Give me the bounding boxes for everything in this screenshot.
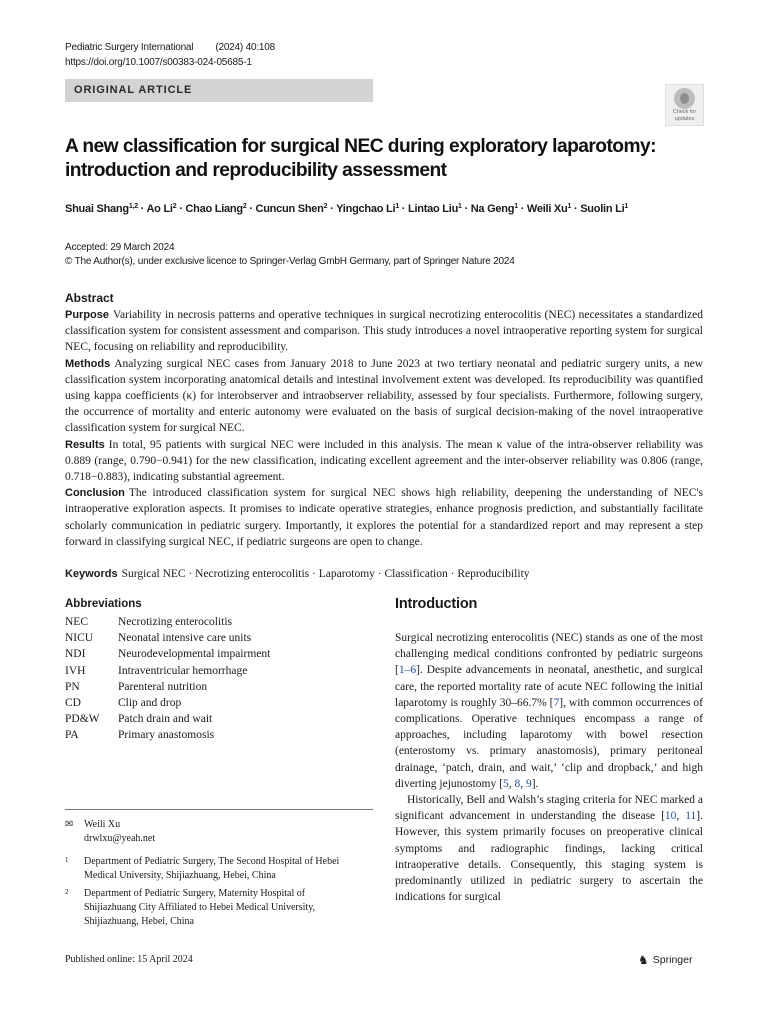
springer-horse-icon: ♞: [638, 953, 649, 967]
introduction-body: [395, 630, 703, 905]
published-date: Published online: 15 April 2024: [65, 954, 193, 965]
correspondence: [65, 818, 155, 846]
badge-line-1: Check for: [672, 109, 697, 115]
author-name[interactable]: Chao Liang$^2$: [185, 203, 247, 215]
author-name[interactable]: Yingchao Li$^1$: [336, 203, 399, 215]
author-name[interactable]: Lintao Liu$^1$: [408, 203, 462, 215]
abbreviation-row: PD&W Patch drain and wait: [65, 713, 213, 726]
introduction-heading: Introduction: [395, 596, 478, 612]
journal-name: Pediatric Surgery International: [65, 42, 194, 53]
citation-link[interactable]: 7: [553, 696, 560, 709]
citation-link[interactable]: 1–6: [398, 664, 417, 677]
article-type-label: ORIGINAL ARTICLE: [74, 84, 193, 96]
citation-link[interactable]: 11: [685, 810, 697, 823]
abbreviation-row: NDI Neurodevelopmental impairment: [65, 648, 271, 661]
publisher-name: Springer: [652, 954, 693, 966]
footnote-divider: [65, 809, 373, 810]
author-name[interactable]: Ao Li$^2$: [146, 203, 177, 215]
author-name[interactable]: Weili Xu$^1$: [526, 203, 572, 215]
author-name[interactable]: Na Geng$^1$: [470, 203, 518, 215]
article-title: A new classification for surgical NEC during exploratory laparotomy: introduction and reproducibility assessment: [65, 136, 656, 181]
abstract-purpose: Purpose Variability in necrosis patterns and operative techniques in surgical necrotizing enterocolitis (NEC) necessitates a standardized classification system for consistent assessment and comparison. This study introduces a novel intraoperative reporting system for surgical NEC, focusing on reliability and reproducibility.: [65, 309, 703, 354]
abbreviations-heading: Abbreviations: [65, 598, 142, 610]
accepted-date: Accepted: 29 March 2024: [65, 242, 175, 253]
author-list: Shuai Shang$^{1,2}$ · Ao $Li^2$ · Chao Liang$^2$ · Cuncun Shen$^2$ · Yingchao $Li^1$ · Lintao Liu$^1$ · Na Geng$^1$ · Weili $Xu^1$ · Suolin Li$^1$: [65, 203, 629, 215]
journal-volume: (2024) 40:108: [215, 42, 275, 53]
abbreviation-row: IVH Intraventricular hemorrhage: [65, 664, 248, 677]
citation-link[interactable]: 10: [664, 810, 677, 823]
abstract-heading: Abstract: [65, 291, 114, 305]
intro-paragraph-2: Historically, Bell and Walsh’s staging criteria for NEC marked a significant advancement in understanding the disease [10, 11]. However, this system primarily focuses on preoperative clinical symptoms and radiographic findings, lacking critical intraoperative details. Consequently, this staging system is predominantly utilized in pediatric surgery to ascertain the indications for surgical: [395, 794, 703, 904]
badge-line-2: updates: [674, 115, 695, 122]
abstract-methods: Methods Analyzing surgical NEC cases from January 2018 to June 2023 at two tertiary neonatal and pediatric surgery units, a new classification system incorporating anatomical details and intestinal involvement extent was developed. Its reproducibility was quantified using kappa coefficients (κ) for interobserver and intraobserver reliability, assessed by four specialists. Furthermore, following surgery, the occurrence of mortality and enteric autonomy were evaluated on the basis of surgical decision-making of the novel intraoperative classification system for surgical NEC.: [65, 357, 703, 435]
citation-link[interactable]: 8: [514, 777, 521, 790]
corresponding-author: Weili Xu: [84, 819, 121, 830]
abstract-conclusion: Conclusion The introduced classification system for surgical NEC shows high reliability, deepening the understanding of NEC's intraoperative exploration aspects. It promises to indicate operative strategies, enhance prognosis prediction, and substantially facilitate scholarly communication in pediatric surgery. Importantly, it explores the potential for a standardized report and may represent a step forward in classifying surgical NEC, if pediatric surgeons are open to change.: [65, 487, 703, 548]
abbreviation-row: PA Primary anastomosis: [65, 729, 215, 742]
keywords: Keywords Surgical NEC · Necrotizing enterocolitis · Laparotomy · Classification · Reproducibility: [65, 568, 530, 580]
journal-header: [65, 41, 275, 54]
abstract-body: [65, 307, 703, 550]
abbreviation-row: NICU Neonatal intensive care units: [65, 632, 252, 645]
copyright-notice: © The Author(s), under exclusive licence to Springer-Verlag GmbH Germany, part of Springer Nature 2024: [65, 256, 515, 267]
author-name[interactable]: Cuncun Shen$^2$: [255, 203, 328, 215]
citation-link[interactable]: 5: [502, 777, 509, 790]
check-for-updates-badge[interactable]: [665, 84, 704, 126]
abbreviation-row: NEC Necrotizing enterocolitis: [65, 616, 233, 628]
check-for-updates-icon: [674, 88, 695, 109]
abbreviation-row: PN Parenteral nutrition: [65, 680, 208, 693]
intro-paragraph-1: Surgical necrotizing enterocolitis (NEC) stands as one of the most challenging medical conditions confronted by pediatric surgeons [1–6]. Despite advancements in neonatal, anesthetic, and surgical care, the reported mortality rate of acute NEC following the initial laparotomy is roughly 30–66.7% [7], with common occurrences of complications. Operative techniques encompass a range of approaches, including laparotomy with bowel resection (enterostomy vs. primary anastomosis), primary peritoneal drainage, ‘patch, drain, and wait,’ ‘clip and dropback,’ and high diverting jejunostomy [5, 8, 9].: [395, 632, 703, 790]
corresponding-email[interactable]: drwlxu@yeah.net: [84, 833, 156, 844]
envelope-icon: ✉: [65, 819, 74, 830]
doi-link[interactable]: https://doi.org/10.1007/s00383-024-05685-1: [65, 57, 252, 68]
author-name[interactable]: Suolin Li$^1$: [580, 203, 629, 215]
abstract-results: Results In total, 95 patients with surgical NEC were included in this analysis. The mean κ value of the intra-observer reliability was 0.889 (range, 0.790−0.941) for the new classification, indicating excellent agreement and the inter-observer reliability was 0.806 (range, 0.718−0.883), indicating substantial agreement.: [65, 438, 703, 484]
author-name[interactable]: Shuai Shang$^{1,2}$: [65, 203, 138, 215]
affiliation-2: 2 Department of Pediatric Surgery, Maternity Hospital of Shijiazhuang City Affiliated to Hebei Medical University, Shijiazhuang, Hebei, China: [65, 888, 316, 927]
affiliation-1: 1 Department of Pediatric Surgery, The Second Hospital of Hebei Medical University, Shijiazhuang, Hebei, China: [65, 856, 340, 881]
citation-link[interactable]: 9: [525, 777, 532, 790]
publisher-logo: [638, 953, 692, 967]
abbreviations-table: [65, 614, 270, 744]
abbreviation-row: CD Clip and drop: [65, 697, 182, 710]
